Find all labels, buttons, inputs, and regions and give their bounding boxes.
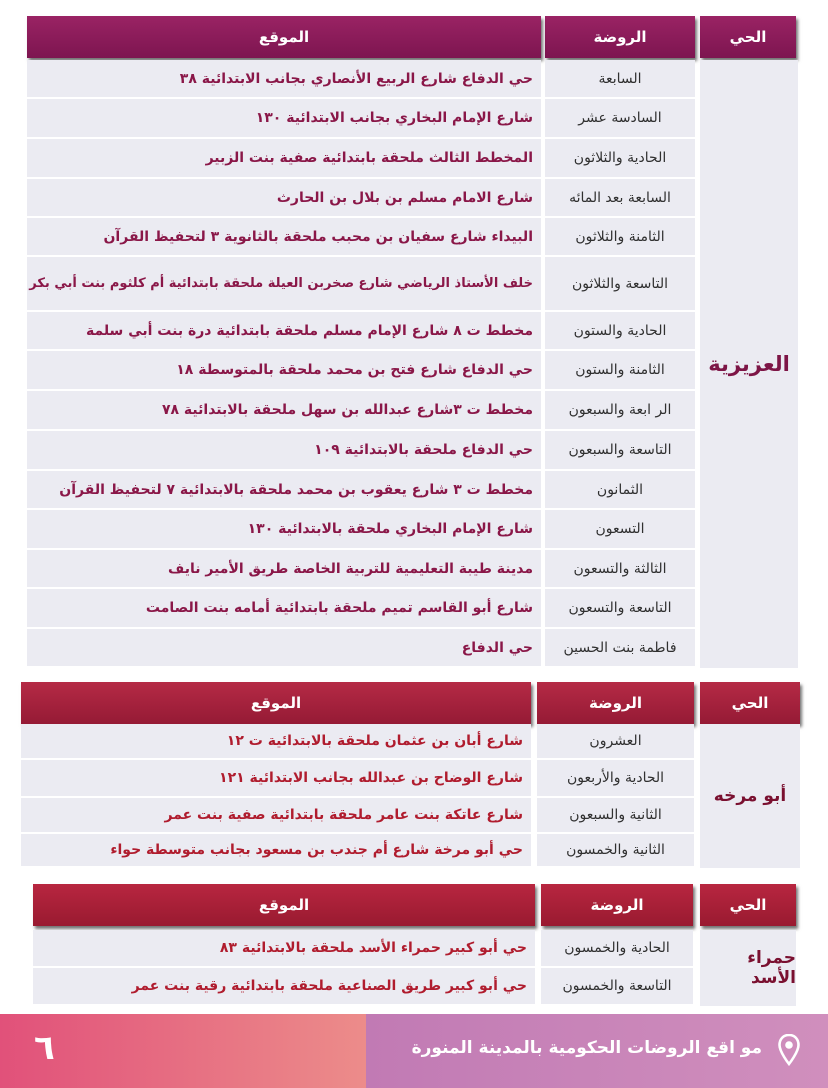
- hay-cell: أبو مرخه: [700, 724, 800, 868]
- rawda-cell: التاسعة والسبعون: [545, 431, 695, 469]
- header-rawda: الروضة: [537, 682, 694, 724]
- location-cell: مخطط ت ٣ شارع يعقوب بن محمد ملحقة بالابتدائية ٧ لتحفيظ القرآن: [27, 471, 541, 508]
- location-cell: حي الدفاع ملحقة بالابتدائية ١٠٩: [27, 431, 541, 469]
- rawda-cell: التاسعة والتسعون: [545, 589, 695, 627]
- rawda-cell: السابعة بعد المائه: [545, 179, 695, 216]
- header-location: الموقع: [27, 16, 541, 58]
- location-cell: حي الدفاع: [27, 629, 541, 666]
- rawda-cell: التاسعة والثلاثون: [545, 257, 695, 310]
- header-hay: الحي: [700, 16, 796, 58]
- header-rawda: الروضة: [545, 16, 695, 58]
- location-cell: شارع الوضاح بن عبدالله بجانب الابتدائية ١٢١: [21, 760, 531, 796]
- rawda-cell: الثالثة والتسعون: [545, 550, 695, 587]
- footer-title: مو اقع الروضات الحكومية بالمدينة المنورة: [411, 1038, 762, 1058]
- page-number: ٦: [34, 1028, 55, 1068]
- location-cell: المخطط الثالث ملحقة بابتدائية صفية بنت الزبير: [27, 139, 541, 177]
- location-pin-icon: [778, 1034, 800, 1066]
- location-cell: شارع عاتكة بنت عامر ملحقة بابتدائية صفية بنت عمر: [21, 798, 531, 832]
- location-cell: شارع الإمام البخاري بجانب الابتدائية ١٣٠: [27, 99, 541, 137]
- location-cell: حي أبو مرخة شارع أم جندب بن مسعود بجانب متوسطة حواء: [21, 834, 531, 866]
- rawda-cell: العشرون: [537, 724, 694, 758]
- location-cell: خلف الأستاذ الرياضي شارع صخربن العيلة ملحقة بابتدائية أم كلثوم بنت أبي بكر: [27, 257, 541, 310]
- location-cell: شارع أبو القاسم تميم ملحقة بابتدائية أمامه بنت الصامت: [27, 589, 541, 627]
- location-cell: مدينة طيبة التعليمية للتربية الخاصة طريق الأمير نايف: [27, 550, 541, 587]
- location-cell: البيداء شارع سفيان بن محبب ملحقة بالثانوية ٣ لتحفيظ القرآن: [27, 218, 541, 255]
- location-cell: حي الدفاع شارع الربيع الأنصاري بجانب الابتدائية ٣٨: [27, 60, 541, 97]
- location-cell: حي الدفاع شارع فتح بن محمد ملحقة بالمتوسطة ١٨: [27, 351, 541, 389]
- rawda-cell: الثانية والخمسون: [537, 834, 694, 866]
- rawda-cell: التاسعة والخمسون: [541, 968, 693, 1004]
- header-location: الموقع: [33, 884, 535, 926]
- rawda-cell: الثامنة والستون: [545, 351, 695, 389]
- rawda-cell: السابعة: [545, 60, 695, 97]
- rawda-cell: التسعون: [545, 510, 695, 548]
- location-cell: شارع الامام مسلم بن بلال بن الحارث: [27, 179, 541, 216]
- page-footer: [0, 1014, 828, 1088]
- header-hay: الحي: [700, 884, 796, 926]
- footer-left-panel: [0, 1014, 366, 1088]
- rawda-cell: الحادية والخمسون: [541, 930, 693, 966]
- rawda-cell: السادسة عشر: [545, 99, 695, 137]
- rawda-cell: الثمانون: [545, 471, 695, 508]
- rawda-cell: الر ابعة والسبعون: [545, 391, 695, 429]
- header-rawda: الروضة: [541, 884, 693, 926]
- rawda-cell: الحادية والستون: [545, 312, 695, 349]
- rawda-cell: الثانية والسبعون: [537, 798, 694, 832]
- location-cell: حي أبو كبير طريق الصناعية ملحقة بابتدائية رقية بنت عمر: [33, 968, 535, 1004]
- rawda-cell: الحادية والأربعون: [537, 760, 694, 796]
- header-location: الموقع: [21, 682, 531, 724]
- hay-cell: حمراء الأسد: [700, 930, 796, 1006]
- hay-cell: العزيزية: [700, 60, 798, 668]
- location-cell: مخطط ت ٣شارع عبدالله بن سهل ملحقة بالابتدائية ٧٨: [27, 391, 541, 429]
- location-cell: حي أبو كبير حمراء الأسد ملحقة بالابتدائية ٨٣: [33, 930, 535, 966]
- header-hay: الحي: [700, 682, 800, 724]
- rawda-cell: الحادية والثلاثون: [545, 139, 695, 177]
- location-cell: مخطط ت ٨ شارع الإمام مسلم ملحقة بابتدائية درة بنت أبي سلمة: [27, 312, 541, 349]
- rawda-cell: الثامنة والثلاثون: [545, 218, 695, 255]
- rawda-cell: فاطمة بنت الحسين: [545, 629, 695, 666]
- location-cell: شارع الإمام البخاري ملحقة بالابتدائية ١٣٠: [27, 510, 541, 548]
- location-cell: شارع أبان بن عثمان ملحقة بالابتدائية ت ١٢: [21, 724, 531, 758]
